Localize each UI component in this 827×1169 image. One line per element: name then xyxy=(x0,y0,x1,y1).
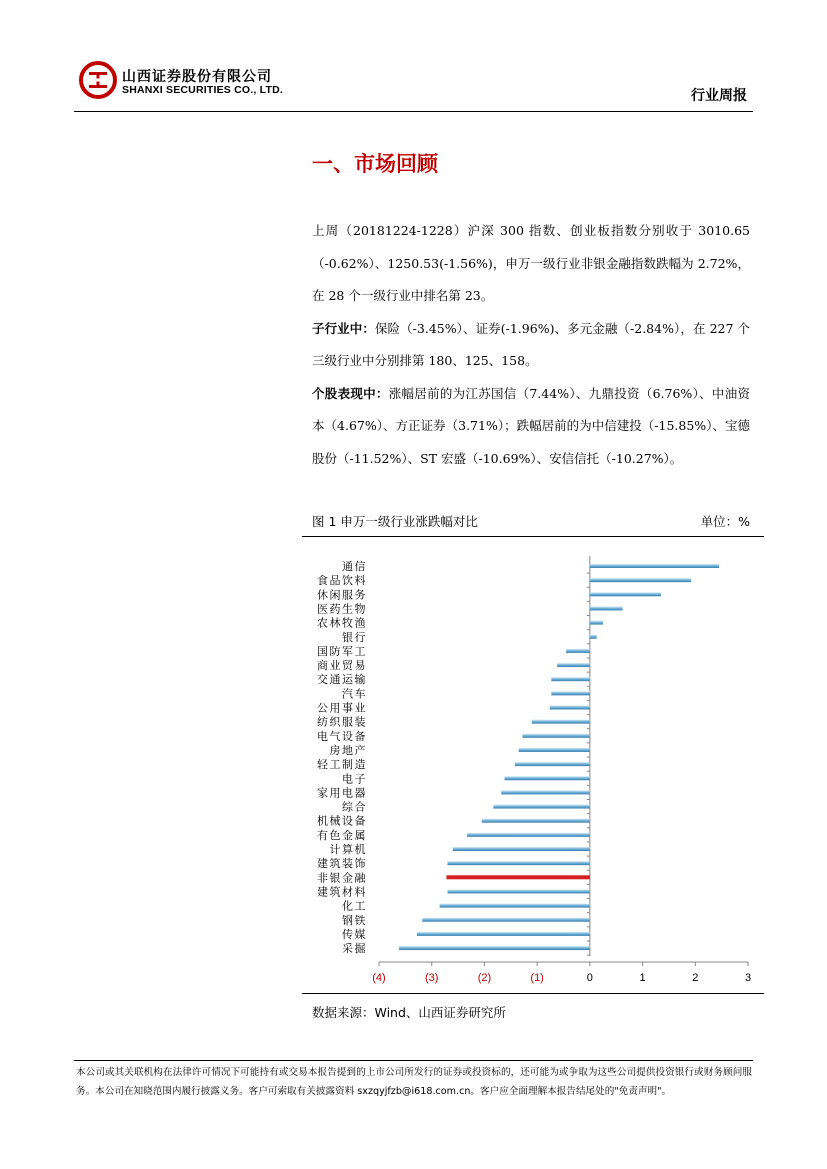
bar-家用电器 xyxy=(501,790,590,794)
category-label: 机械设备 xyxy=(317,814,367,828)
category-label: 电子 xyxy=(342,772,367,786)
bar-银行 xyxy=(590,635,597,639)
stocks-text: 涨幅居前的为江苏国信（7.44%）、九鼎投资（6.76%）、中油资本（4.67%）、方正证券（3.71%）；跌幅居前的为中信建投（-15.85%）、宝德股份（-11.52%）、ST 宏盛（-10.69%）、安信信托（-10.27%）。 xyxy=(312,385,750,466)
bar-传媒 xyxy=(417,932,590,936)
bar-公用事业 xyxy=(550,706,590,710)
x-tick-label: 0 xyxy=(586,972,593,985)
x-tick-label: (3) xyxy=(424,972,439,985)
header-divider xyxy=(74,111,753,112)
category-label: 公用事业 xyxy=(317,701,367,715)
bar-化工 xyxy=(440,904,590,908)
industry-change-chart xyxy=(302,540,764,990)
bar-电子 xyxy=(504,776,589,780)
bar-计算机 xyxy=(453,847,590,851)
category-label: 建筑材料 xyxy=(317,885,367,899)
bar-采掘 xyxy=(399,946,590,950)
category-label: 钢铁 xyxy=(342,913,367,927)
category-label: 交通运输 xyxy=(317,673,367,687)
bar-商业贸易 xyxy=(557,663,590,667)
figure-source: 数据来源：Wind、山西证券研究所 xyxy=(312,1005,506,1020)
bar-食品饮料 xyxy=(590,578,691,582)
paragraph-stocks xyxy=(312,378,750,476)
company-name-en: SHANXI SECURITIES CO., LTD. xyxy=(122,84,283,96)
figure-unit: 单位：% xyxy=(700,514,750,529)
x-tick-label: 1 xyxy=(639,972,646,985)
bar-轻工制造 xyxy=(515,762,590,766)
bar-非银金融 xyxy=(446,875,589,879)
bar-钢铁 xyxy=(422,918,590,922)
bar-有色金属 xyxy=(467,833,590,837)
bar-建筑装饰 xyxy=(448,861,590,865)
category-label: 休闲服务 xyxy=(317,588,367,602)
category-label: 房地产 xyxy=(329,743,367,757)
footer-divider xyxy=(74,1060,753,1061)
bar-电气设备 xyxy=(522,734,589,738)
figure-caption xyxy=(312,512,750,530)
category-label: 银行 xyxy=(342,630,367,644)
subindustry-text: 保险（-3.45%）、证券(-1.96%)、多元金融（-2.84%），在 227 个三级行业中分别排第 180、125、158。 xyxy=(312,320,750,368)
bar-通信 xyxy=(590,564,719,568)
report-type: 行业周报 xyxy=(691,88,747,104)
company-logo xyxy=(78,60,118,100)
category-label: 食品饮料 xyxy=(317,574,367,588)
bar-建筑材料 xyxy=(448,889,590,893)
bar-房地产 xyxy=(519,748,590,752)
category-label: 通信 xyxy=(342,560,367,573)
figure-bottom-rule xyxy=(302,993,764,994)
bar-纺织服装 xyxy=(532,720,590,724)
bar-休闲服务 xyxy=(590,592,661,596)
x-tick-label: (1) xyxy=(530,972,544,985)
category-label: 传媒 xyxy=(342,927,367,941)
category-label: 综合 xyxy=(342,800,367,814)
category-label: 非银金融 xyxy=(317,871,367,885)
company-name-cn: 山西证券股份有限公司 xyxy=(122,69,272,85)
category-label: 采掘 xyxy=(342,942,367,956)
bar-交通运输 xyxy=(551,677,589,681)
category-label: 汽车 xyxy=(342,687,367,701)
x-tick-label: 3 xyxy=(744,972,752,985)
category-label: 商业贸易 xyxy=(317,659,367,673)
bar-汽车 xyxy=(551,691,589,695)
figure-top-rule xyxy=(302,536,764,537)
bar-国防军工 xyxy=(566,649,590,653)
category-label: 有色金属 xyxy=(317,828,367,842)
bar-综合 xyxy=(493,805,589,809)
figure-title: 图 1 申万一级行业涨跌幅对比 xyxy=(312,514,478,529)
category-label: 电气设备 xyxy=(317,729,367,743)
body-text xyxy=(312,215,750,475)
bar-农林牧渔 xyxy=(590,621,603,625)
category-label: 化工 xyxy=(342,899,367,913)
category-label: 国防军工 xyxy=(317,644,367,658)
bar-医药生物 xyxy=(590,606,623,610)
category-label: 医药生物 xyxy=(317,602,367,616)
bar-机械设备 xyxy=(482,819,590,823)
category-label: 建筑装饰 xyxy=(317,857,367,871)
category-label: 轻工制造 xyxy=(317,758,367,772)
subindustry-label: 子行业中： xyxy=(312,320,375,336)
x-tick-label: (4) xyxy=(372,972,386,985)
category-label: 家用电器 xyxy=(317,786,367,800)
x-tick-label: (2) xyxy=(477,972,492,985)
category-label: 农林牧渔 xyxy=(317,616,367,630)
stocks-label: 个股表现中： xyxy=(312,385,389,401)
category-label: 纺织服装 xyxy=(317,715,367,729)
section-title: 一、市场回顾 xyxy=(312,152,438,176)
x-tick-label: 2 xyxy=(692,972,699,985)
paragraph-subindustry xyxy=(312,313,750,378)
category-label: 计算机 xyxy=(329,843,367,856)
disclaimer: 本公司或其关联机构在法律许可情况下可能持有或交易本报告提到的上市公司所发行的证券或投资标的，还可能为或争取为这些公司提供投资银行或财务顾问服务。本公司在知晓范围内履行披露义务。客户可索取有关披露资料 sxzqyjfzb@i618.com.cn。客户应全面理解本报告结尾处的"免责声明"。 xyxy=(76,1067,752,1097)
paragraph-market: 上周（20181224-1228）沪深 300 指数、创业板指数分别收于 3010.65（-0.62%）、1250.53(-1.56%)，申万一级行业非银金融指数跌幅为 2.72%，在 28 个一级行业中排名第 23。 xyxy=(312,223,750,303)
